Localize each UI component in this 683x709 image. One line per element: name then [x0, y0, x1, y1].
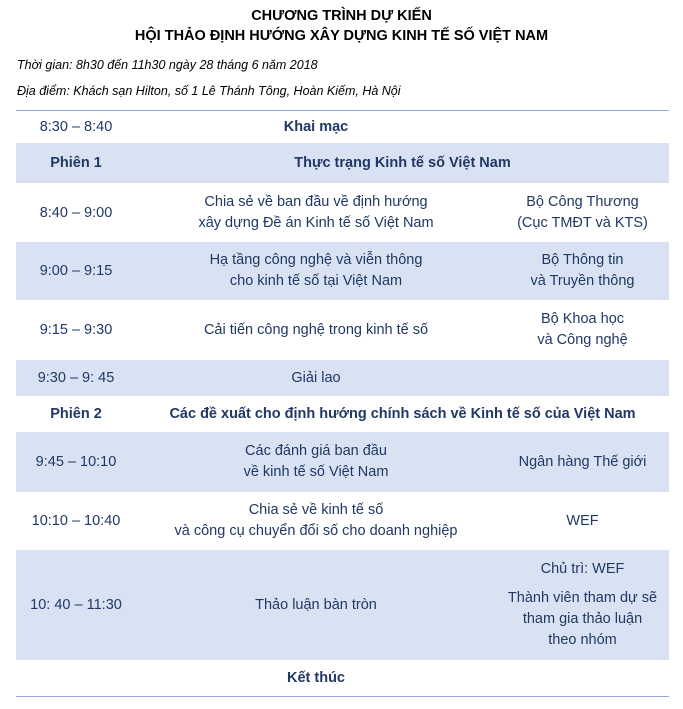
- activity-line: Các đánh giá ban đầu: [245, 443, 387, 459]
- activity-line: Chia sẻ về ban đầu về định hướng: [204, 194, 428, 210]
- table-row: [16, 184, 669, 242]
- organizer-line: Thành viên tham dự sẽ: [507, 590, 658, 606]
- time-cell: 10: 40 – 11:30: [30, 596, 122, 613]
- time-cell: 8:30 – 8:40: [39, 118, 113, 135]
- activity-cell: [136, 492, 496, 550]
- time-cell: 9:15 – 9:30: [39, 321, 113, 338]
- organizer-cell: [496, 550, 669, 660]
- table-row: [16, 300, 669, 360]
- activity-line: và công cụ chuyển đổi số cho doanh nghiệp: [174, 523, 458, 539]
- activity-line: Hạ tầng công nghệ và viễn thông: [209, 252, 423, 268]
- event-location: Địa điểm: Khách sạn Hilton, số 1 Lê Thánh Tông, Hoàn Kiếm, Hà Nội: [17, 84, 401, 98]
- organizer-line: Bộ Công Thương: [526, 194, 639, 210]
- table-bottom-border: [16, 696, 669, 697]
- organizer-line: theo nhóm: [548, 632, 617, 648]
- event-time: Thời gian: 8h30 đến 11h30 ngày 28 tháng 6 năm 2018: [17, 58, 318, 72]
- table-row-closing: [16, 660, 669, 696]
- time-cell: 9:45 – 10:10: [35, 453, 117, 470]
- session-label: Phiên 1: [50, 154, 102, 171]
- session-header-1: [16, 143, 669, 183]
- session-title: Các đề xuất cho định hướng chính sách về Kinh tế số của Việt Nam: [169, 405, 636, 422]
- organizer-line: Bộ Khoa học: [540, 311, 625, 327]
- activity-cell: [136, 184, 496, 242]
- session-label: Phiên 2: [50, 405, 102, 422]
- activity-cell: Kết thúc: [287, 669, 345, 686]
- table-row: [16, 242, 669, 300]
- activity-cell: Giải lao: [291, 369, 341, 386]
- time-cell: 9:30 – 9: 45: [37, 369, 115, 386]
- table-row: [16, 432, 669, 492]
- table-row: [16, 492, 669, 550]
- time-cell: 9:00 – 9:15: [39, 262, 113, 279]
- organizer-line: và Truyền thông: [530, 273, 635, 289]
- table-row-opening: [16, 111, 669, 143]
- organizer-cell: WEF: [566, 512, 599, 529]
- activity-cell: [136, 242, 496, 300]
- activity-cell: Khai mạc: [283, 118, 349, 135]
- activity-cell: [136, 432, 496, 492]
- activity-cell: Cải tiến công nghệ trong kinh tế số: [203, 321, 429, 338]
- document-subtitle: HỘI THẢO ĐỊNH HƯỚNG XÂY DỰNG KINH TẾ SỐ VIỆT NAM: [134, 28, 549, 44]
- organizer-line: và Công nghệ: [537, 332, 628, 348]
- session-title: Thực trạng Kinh tế số Việt Nam: [294, 154, 511, 171]
- activity-line: Chia sẻ về kinh tế số: [248, 502, 384, 518]
- organizer-line: tham gia thảo luận: [522, 611, 643, 627]
- table-row: [16, 550, 669, 660]
- session-header-2: [16, 396, 669, 432]
- organizer-cell: [496, 300, 669, 360]
- organizer-cell: [496, 242, 669, 300]
- document-title: CHƯƠNG TRÌNH DỰ KIẾN: [251, 8, 432, 24]
- activity-line: cho kinh tế số tại Việt Nam: [229, 273, 403, 289]
- activity-line: về kinh tế số Việt Nam: [243, 464, 389, 480]
- organizer-chair: Chủ trì: WEF: [540, 561, 625, 577]
- organizer-line: (Cục TMĐT và KTS): [517, 215, 648, 231]
- table-row-break: [16, 360, 669, 396]
- activity-cell: Thảo luận bàn tròn: [255, 596, 377, 613]
- time-cell: 8:40 – 9:00: [39, 204, 113, 221]
- organizer-line: Bộ Thông tin: [541, 252, 624, 268]
- activity-line: xây dựng Đề án Kinh tế số Việt Nam: [198, 215, 434, 231]
- time-cell: 10:10 – 10:40: [31, 512, 121, 529]
- organizer-cell: [496, 184, 669, 242]
- organizer-cell: Ngân hàng Thế giới: [518, 453, 647, 470]
